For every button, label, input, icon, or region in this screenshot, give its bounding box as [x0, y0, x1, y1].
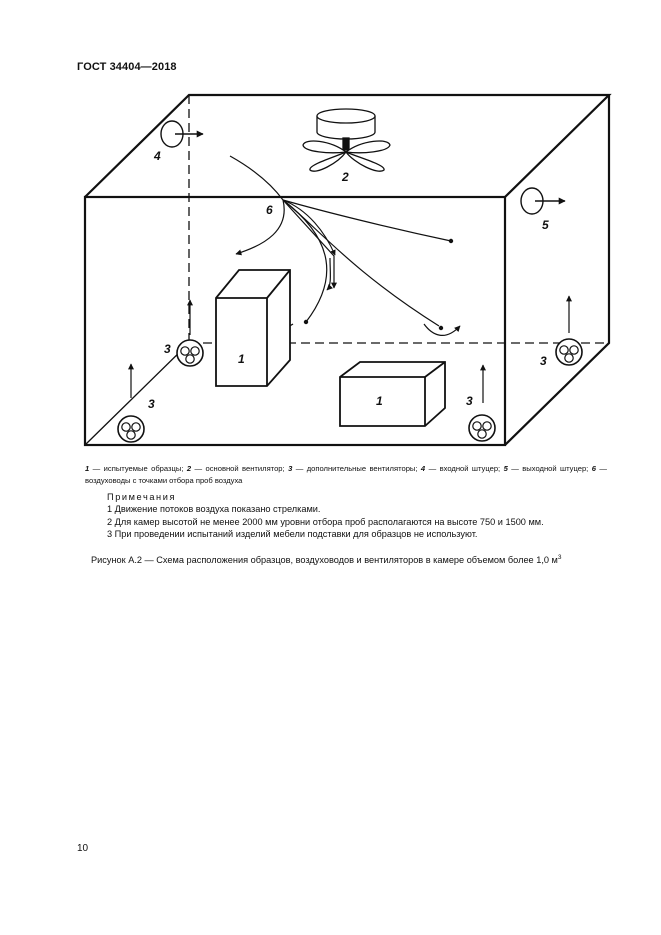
notes-block [107, 491, 607, 541]
figure-caption [91, 554, 631, 565]
legend-number: 2 [186, 464, 192, 473]
figure-legend [85, 463, 607, 486]
inlet-fitting-icon [161, 121, 203, 147]
aux-fan-icon [469, 415, 495, 441]
legend-number: 1 [85, 464, 90, 473]
label-aux-fan: 3 [148, 397, 155, 411]
legend-number: 4 [420, 464, 426, 473]
label-aux-fan: 3 [466, 394, 473, 408]
legend-number: 5 [503, 464, 508, 473]
label-aux-fan: 3 [164, 342, 171, 356]
caption-text: Рисунок А.2 — Схема расположения образцов, воздуховодов и вентиляторов в камере объемом более 1,0 м [91, 555, 558, 565]
label-ducts: 6 [266, 203, 273, 217]
label-main-fan: 2 [342, 170, 349, 184]
label-sample: 1 [238, 352, 245, 366]
note-item: 2 Для камер высотой не менее 2000 мм уровни отбора проб располагаются на высоте 750 и 1500 мм. [107, 516, 544, 527]
notes-title: Примечания [107, 492, 177, 502]
label-sample: 1 [376, 394, 383, 408]
note-item: 3 При проведении испытаний изделий мебели подставки для образцов не используют. [107, 529, 478, 540]
legend-text: — основной вентилятор; [194, 464, 289, 473]
legend-number: 6 [591, 464, 596, 473]
legend-text: — выходной штуцер; [511, 464, 592, 473]
sample-box-tall [216, 270, 290, 386]
note-item: 1 Движение потоков воздуха показано стрелками. [107, 504, 321, 515]
sample-box-flat [340, 362, 445, 426]
page-number: 10 [77, 843, 89, 854]
caption-superscript: 3 [557, 554, 562, 561]
label-inlet: 4 [154, 149, 161, 163]
outlet-fitting-icon [521, 188, 565, 214]
aux-fan-icon [118, 416, 144, 442]
legend-text: — входной штуцер; [428, 464, 504, 473]
main-fan-icon [303, 109, 390, 171]
label-aux-fan: 3 [540, 354, 547, 368]
legend-text: — дополнительные вентиляторы; [295, 464, 421, 473]
aux-fan-icon [177, 340, 203, 366]
document-header: ГОСТ 34404—2018 [77, 61, 177, 73]
legend-text: — испытуемые образцы; [92, 464, 187, 473]
legend-text: — воздуховоды с точками отбора проб воздуха [85, 464, 607, 485]
aux-fan-icon [556, 339, 582, 365]
legend-number: 3 [288, 464, 293, 473]
label-outlet: 5 [542, 218, 549, 232]
